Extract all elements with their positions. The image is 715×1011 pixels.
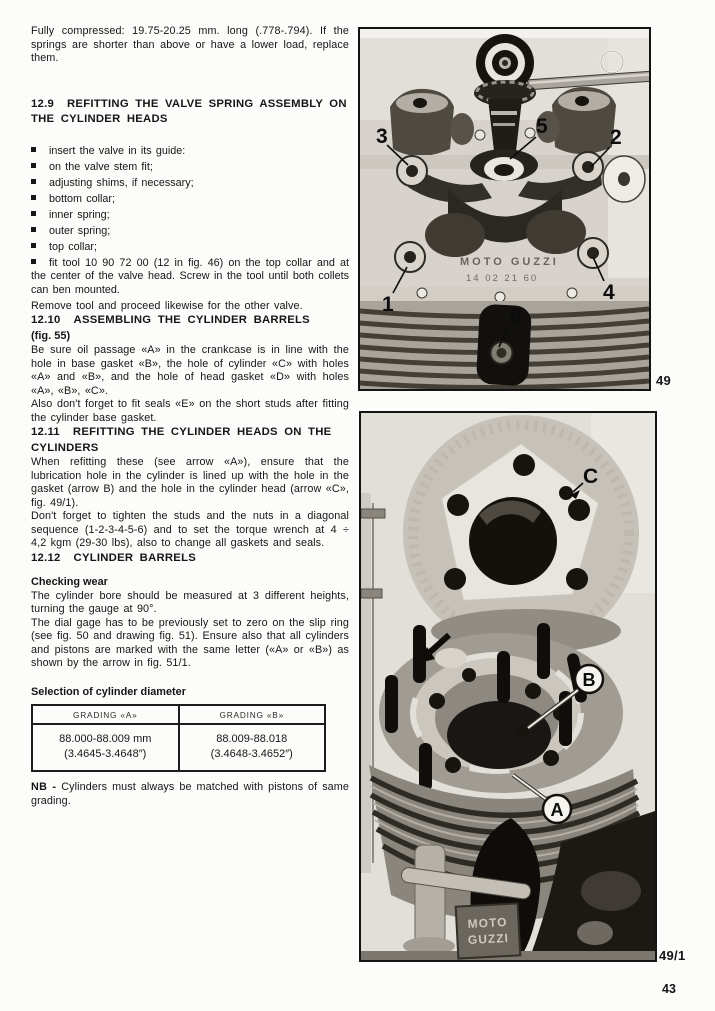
section-title: REFITTING THE CYLINDER HEADS ON THE CYLINDERS xyxy=(31,426,332,454)
bullet-marker xyxy=(31,163,36,168)
figure-49-number: 49 xyxy=(656,373,672,388)
list-item: top collar; xyxy=(31,241,349,255)
grading-a-header: GRADING «A» xyxy=(32,705,179,724)
callout-4: 4 xyxy=(603,281,615,304)
callout-a: A xyxy=(550,800,564,820)
valve-assembly-steps xyxy=(31,145,349,298)
figure-49-1-number: 49/1 xyxy=(659,948,686,963)
callout-c: C xyxy=(583,465,599,488)
bullet-marker xyxy=(31,211,36,216)
bullet-marker xyxy=(31,195,36,200)
list-item: on the valve stem fit; xyxy=(31,161,349,175)
svg-text:14 02 21 60: 14 02 21 60 xyxy=(466,273,539,284)
svg-text:MOTO: MOTO xyxy=(467,914,508,932)
spark-plug-recess xyxy=(476,304,532,387)
callout-2: 2 xyxy=(610,126,622,149)
bullet-marker xyxy=(31,227,36,232)
bullet-marker xyxy=(31,147,36,152)
checking-wear-subheading: Checking wear xyxy=(31,576,108,588)
body-paragraph: When refitting these (see arrow «A»), ensure that the lubrication hole in the cylinder is lined up with the hole in the gasket (arrow B) and the hole in the cylinder head (arrow «C», fig. 49/1). xyxy=(31,456,349,509)
section-12-12-heading xyxy=(31,551,349,567)
rocker-pedestal-right xyxy=(552,87,616,154)
callout-1: 1 xyxy=(382,293,394,316)
closing-paragraph: Remove tool and proceed likewise for the other valve. xyxy=(31,299,303,312)
figure-49-1-photo xyxy=(359,411,657,962)
section-number: 12.12 xyxy=(31,551,61,564)
moto-guzzi-cast-plate xyxy=(456,903,521,958)
cylinder-grading-table xyxy=(31,704,326,772)
table-title: Selection of cylinder diameter xyxy=(31,685,186,698)
section-number: 12.10 xyxy=(31,314,61,326)
bullet-marker xyxy=(31,179,36,184)
list-item: bottom collar; xyxy=(31,193,349,207)
bullet-marker xyxy=(31,259,36,264)
figure-reference: (fig. 55) xyxy=(31,329,71,342)
rocker-pedestal-left xyxy=(390,89,454,156)
list-item: insert the valve in its guide: xyxy=(31,145,349,159)
body-paragraph: Also don't forget to fit seals «E» on the short studs after fitting the cylinder base gasket. xyxy=(31,398,349,424)
list-item: adjusting shims, if necessary; xyxy=(31,177,349,191)
section-number: 12.11 xyxy=(31,426,60,438)
page-number: 43 xyxy=(662,982,676,996)
body-paragraph: The cylinder bore should be measured at 3 different heights, turning the gauge at 90°. xyxy=(31,589,349,615)
section-title: ASSEMBLING THE CYLINDER BARRELS xyxy=(73,314,310,326)
section-title: REFITTING THE VALVE SPRING ASSEMBLY ON THE CYLINDER HEADS xyxy=(31,97,347,125)
body-paragraph: Be sure oil passage «A» in the crankcase is in line with the hole in base gasket «B», the hole of cylinder «C» with holes «A» and «B», and the hole of head gasket «D» with holes «A», «B», «C». xyxy=(31,344,349,397)
bullet-marker xyxy=(31,243,36,248)
section-12-9-heading xyxy=(31,97,349,128)
section-12-11-heading xyxy=(31,425,349,456)
figure-49-photo xyxy=(358,27,651,391)
section-number: 12.9 xyxy=(31,97,54,110)
intro-paragraph: Fully compressed: 19.75-20.25 mm. long (.778-.794). If the springs are shorter than above or have a lower load, replace them. xyxy=(31,25,349,64)
right-disc xyxy=(603,156,645,202)
callout-5: 5 xyxy=(536,115,548,138)
svg-text:MOTO GUZZI: MOTO GUZZI xyxy=(460,256,559,268)
table-row xyxy=(32,724,325,771)
list-item: outer spring; xyxy=(31,225,349,239)
figure-49-1-illustration xyxy=(361,413,655,960)
body-paragraph: The dial gage has to be previously set to zero on the slip ring (see fig. 50 and drawing fig. 51). Ensure also that all cylinders and pistons are marked with the same letter («A» or «B») as shown by the arrow in fig. 51/1. xyxy=(31,616,349,669)
callout-6: 6 xyxy=(510,305,522,328)
text-column xyxy=(31,25,349,808)
list-item: fit tool 10 90 72 00 (12 in fig. 46) on the top collar and at the center of the valve head. Screw in the tool until both collets can ben mounted. xyxy=(31,256,349,296)
grading-b-value: 88.009-88.018 (3.4648-3.4652″) xyxy=(179,724,326,771)
section-12-10-heading xyxy=(31,313,349,329)
section-title: CYLINDER BARRELS xyxy=(73,551,197,564)
table-header-row xyxy=(32,705,325,724)
valve-spring-recess xyxy=(470,149,538,181)
grading-b-header: GRADING «B» xyxy=(179,705,326,724)
figure-49-illustration xyxy=(360,29,649,389)
body-paragraph: Don't forget to tighten the studs and the nuts in a diagonal sequence (1-2-3-4-5-6) and to set the torque wrench at 4 ÷ 4,2 kgm (29-30 lbs), also to change all gaskets and seals. xyxy=(31,510,349,549)
grading-a-value: 88.000-88.009 mm (3.4645-3.4648″) xyxy=(32,724,179,771)
callout-b: B xyxy=(582,670,596,690)
callout-3: 3 xyxy=(376,125,388,148)
svg-text:GUZZI: GUZZI xyxy=(467,930,510,948)
nb-note: NB - Cylinders must always be matched with pistons of same grading. xyxy=(31,781,349,807)
list-item: inner spring; xyxy=(31,209,349,223)
